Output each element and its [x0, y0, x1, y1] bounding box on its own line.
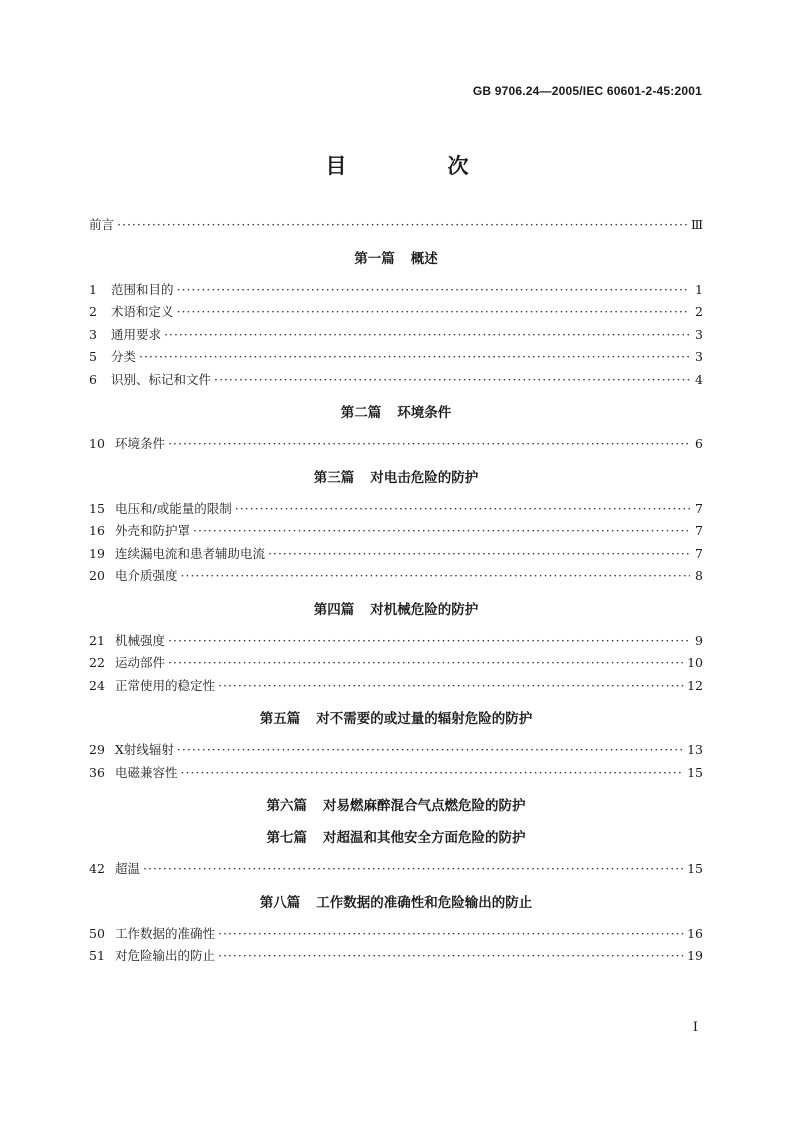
toc-entry[interactable] [89, 347, 703, 370]
part-heading[interactable] [89, 467, 703, 489]
page-title: 目 次 [325, 154, 509, 178]
leader-dots [193, 523, 690, 538]
toc-entry-number: 19 [89, 545, 105, 561]
leader-dots [168, 655, 684, 670]
toc-parts [89, 248, 703, 969]
toc-entry[interactable] [89, 544, 703, 567]
toc-entry[interactable] [89, 434, 703, 457]
leader-dots [214, 372, 690, 387]
part-number: 第六篇 [266, 798, 307, 814]
toc-entry-label: 术语和定义 [111, 304, 174, 319]
part-heading[interactable] [89, 599, 703, 621]
leader-dots [168, 633, 690, 648]
part-heading[interactable] [89, 892, 703, 914]
leader-dots [117, 217, 688, 232]
toc-entry-preface[interactable] [89, 215, 703, 238]
toc-entry[interactable] [89, 302, 703, 325]
toc-entry-label: 机械强度 [115, 632, 166, 648]
leader-dots [177, 282, 690, 297]
toc-entry-label: 环境条件 [115, 436, 166, 451]
toc-entry-page: 3 [695, 326, 703, 342]
toc-entry-page: 7 [695, 545, 703, 561]
toc-entry-label: 工作数据的准确性 [115, 925, 216, 941]
toc-entry-number: 6 [89, 371, 97, 387]
part-number: 第一篇 [354, 250, 395, 267]
toc-entry-page: 13 [687, 742, 703, 757]
part-heading[interactable] [89, 248, 703, 270]
leader-dots [168, 436, 690, 451]
toc-entry-label: 识别、标记和文件 [111, 371, 212, 387]
toc-entry[interactable] [89, 566, 703, 589]
toc-entry-page: 4 [695, 371, 703, 387]
toc-entry-page: 3 [695, 349, 703, 364]
leader-dots [164, 327, 690, 342]
toc-entry-page: 2 [695, 304, 703, 319]
toc-entry-number: 29 [89, 742, 105, 757]
part-title: 对不需要的或过量的辐射危险的防护 [316, 711, 533, 727]
toc-entry-label: 通用要求 [111, 326, 162, 342]
toc-entry-number: 24 [89, 677, 105, 693]
part-heading[interactable] [89, 402, 703, 424]
toc-entry-label: 正常使用的稳定性 [115, 677, 216, 693]
toc-entry-number: 15 [89, 500, 105, 516]
toc-entry-label: 外壳和防护罩 [115, 523, 191, 538]
leader-dots [139, 349, 690, 364]
toc-entry-number: 2 [89, 304, 97, 319]
toc-entry-number: 50 [89, 925, 105, 941]
toc-entry[interactable] [89, 370, 703, 393]
toc-entry-label: 前言 [89, 217, 115, 232]
toc-entry-page: 1 [695, 281, 703, 297]
toc-entry-label: 分类 [111, 349, 137, 364]
toc-entry-page: 10 [687, 655, 703, 670]
toc-entry-number: 3 [89, 326, 97, 342]
toc-entry-page: 19 [687, 948, 703, 963]
toc-entry-page: Ⅲ [690, 217, 703, 232]
toc-entry-number: 1 [89, 281, 97, 297]
part-heading[interactable] [89, 827, 703, 849]
part-number: 第五篇 [259, 711, 301, 727]
page-folio: I [692, 1020, 698, 1035]
leader-dots [268, 546, 690, 561]
toc-entry[interactable] [89, 763, 703, 786]
part-title: 对易燃麻醉混合气点燃危险的防护 [323, 798, 526, 814]
toc-entry-number: 51 [89, 948, 105, 963]
toc-entry[interactable] [89, 676, 703, 699]
toc-entry-label: 超温 [115, 861, 141, 876]
leader-dots [143, 861, 684, 876]
leader-dots [177, 742, 684, 757]
part-title: 工作数据的准确性和危险输出的防止 [316, 894, 533, 911]
toc-entry-page: 7 [695, 500, 703, 516]
part-title: 环境条件 [397, 405, 452, 421]
toc-entry-label: X射线辐射 [115, 742, 174, 757]
toc-entry-number: 21 [89, 632, 105, 648]
part-number: 第二篇 [340, 405, 382, 421]
leader-dots [181, 765, 685, 780]
part-title: 对超温和其他安全方面危险的防护 [323, 830, 526, 846]
part-number: 第四篇 [313, 601, 355, 618]
part-number: 第三篇 [313, 469, 355, 486]
toc-entry-page: 16 [687, 925, 703, 941]
part-number: 第八篇 [259, 894, 301, 911]
toc-entry-page: 8 [695, 568, 703, 583]
part-heading[interactable] [89, 708, 703, 730]
toc-entry[interactable] [89, 280, 703, 303]
toc-entry-label: 电介质强度 [115, 568, 178, 583]
part-title: 对电击危险的防护 [370, 469, 479, 486]
toc-entry-page: 15 [687, 861, 703, 876]
part-number: 第七篇 [266, 830, 307, 846]
leader-dots [235, 501, 690, 516]
toc-entry[interactable] [89, 740, 703, 763]
leader-dots [218, 678, 684, 693]
toc-entry-number: 5 [89, 349, 97, 364]
toc-entry-number: 16 [89, 523, 105, 538]
toc-entry-label: 电磁兼容性 [115, 764, 178, 780]
toc-entry-number: 20 [89, 568, 105, 583]
leader-dots [181, 568, 690, 583]
toc-entry-page: 6 [695, 436, 703, 451]
toc-entry-label: 电压和/或能量的限制 [115, 500, 232, 516]
toc-entry-label: 范围和目的 [111, 281, 174, 297]
standard-code: GB 9706.24—2005/IEC 60601-2-45:2001 [472, 84, 702, 98]
part-heading[interactable] [89, 795, 703, 817]
leader-dots [177, 304, 690, 319]
toc-entry[interactable] [89, 499, 703, 522]
toc-entry-number: 42 [89, 861, 105, 876]
leader-dots [218, 948, 684, 963]
toc-entry-page: 9 [695, 632, 703, 648]
toc-entry[interactable] [89, 325, 703, 348]
toc-entry-number: 10 [89, 436, 105, 451]
toc-entry-page: 12 [687, 677, 703, 693]
part-title: 概述 [410, 250, 438, 267]
toc-entry-label: 连续漏电流和患者辅助电流 [115, 545, 266, 561]
toc-entry[interactable] [89, 859, 703, 882]
toc-entry[interactable] [89, 631, 703, 654]
toc-entry[interactable] [89, 924, 703, 947]
toc-entry[interactable] [89, 521, 703, 544]
table-of-contents [89, 215, 703, 969]
toc-entry-label: 对危险输出的防止 [115, 948, 216, 963]
toc-entry[interactable] [89, 653, 703, 676]
toc-entry[interactable] [89, 946, 703, 969]
leader-dots [218, 926, 684, 941]
toc-entry-page: 15 [687, 764, 703, 780]
toc-entry-label: 运动部件 [115, 655, 166, 670]
toc-entry-page: 7 [695, 523, 703, 538]
toc-entry-number: 36 [89, 764, 105, 780]
part-title: 对机械危险的防护 [370, 601, 479, 618]
toc-entry-number: 22 [89, 655, 105, 670]
